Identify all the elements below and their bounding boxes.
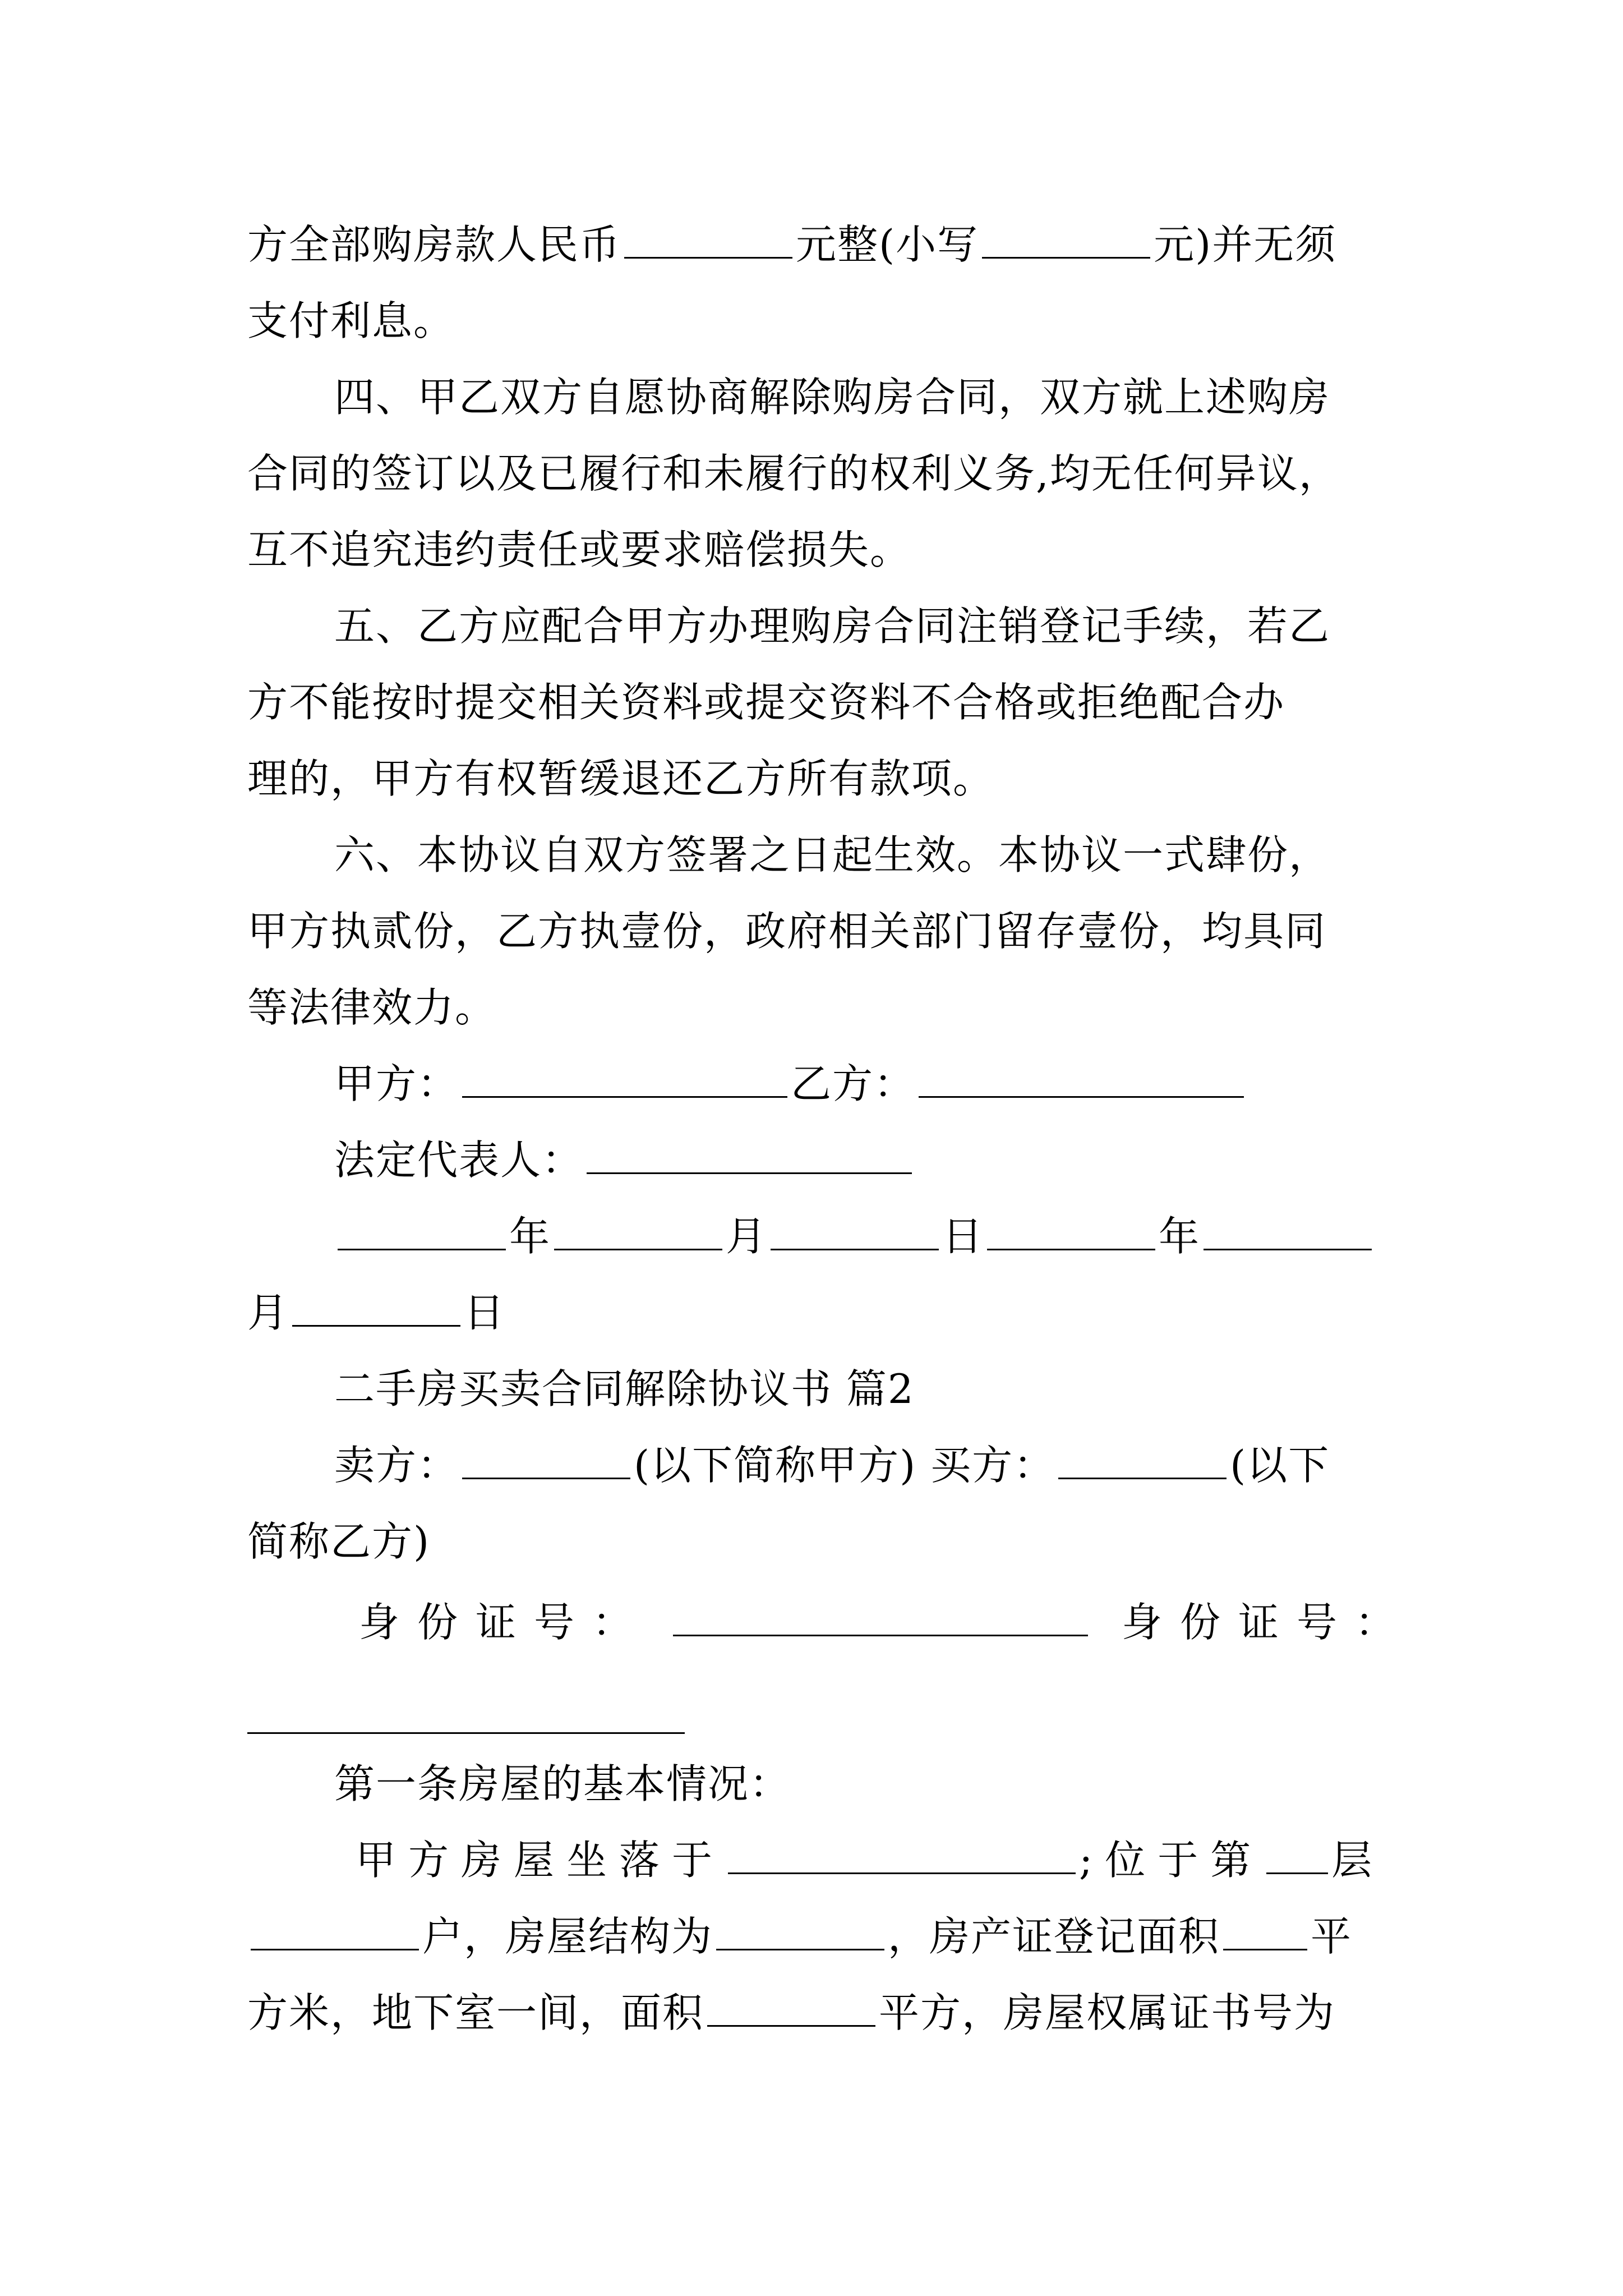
party-b-label: 乙方： [791,1060,916,1107]
paragraph-six-line-3: 等法律效力。 [247,984,497,1031]
paragraph-five-line-2: 方不能按时提交相关资料或提交资料不合格或拒绝配合办 [247,679,1285,726]
paragraph-five-line-3: 理的，甲方有权暂缓退还乙方所有款项。 [247,755,995,802]
text-line-buyer-abbrev: 简称乙方) [247,1518,431,1565]
basement-line [247,1973,1335,2052]
date-line-2 [247,1273,505,1352]
text-segment: (以下 [1230,1442,1330,1489]
text-segment: 户，房屋结构为 [422,1913,713,1960]
seller-id-blank [673,1601,1088,1636]
text-segment: (以下简称甲方) 买方： [634,1442,1055,1489]
text-segment: 方全部购房款人民币 [247,221,621,268]
text-segment: 元整(小写 [796,221,979,268]
text-line-1 [247,205,1336,284]
id-number-line [359,1583,1413,1662]
text-segment: 月 [247,1289,289,1336]
text-segment: 日 [942,1213,984,1260]
unit-blank [251,1915,419,1950]
buyer-id-label: 身份证号： [1122,1599,1414,1646]
paragraph-four-line-1: 四、甲乙双方自愿协商解除购房合同，双方就上述购房 [334,374,1331,421]
seller-blank [462,1444,630,1479]
text-segment: 平方，房屋权属证书号为 [879,1989,1336,2036]
party-a-blank [462,1062,787,1098]
blank-field [554,1215,722,1250]
property-location-line [356,1821,1384,1899]
text-segment: 平 [1311,1913,1353,1960]
text-segment: 年 [509,1213,551,1260]
blank-field [1204,1215,1372,1250]
legal-representative-blank [587,1139,912,1174]
seller-label: 卖方： [334,1442,459,1489]
seller-buyer-line [334,1426,1330,1504]
buyer-id-blank [247,1732,685,1734]
blank-field [982,223,1150,259]
paragraph-four-line-3: 互不追究违约责任或要求赔偿损失。 [247,526,912,573]
floor-blank [1266,1839,1328,1874]
text-segment: 月 [726,1213,768,1260]
blank-field [292,1291,460,1327]
text-segment: 元)并无须 [1154,221,1337,268]
legal-representative-label: 法定代表人： [334,1137,584,1184]
text-segment: 甲方房屋坐落于 [356,1837,725,1884]
paragraph-four-line-2: 合同的签订以及已履行和未履行的权利义务,均无任何异议， [247,450,1340,497]
text-segment: ;位于第 [1079,1837,1264,1884]
text-line-2: 支付利息。 [247,297,455,344]
blank-field [624,223,792,259]
property-structure-line [247,1897,1352,1976]
paragraph-six-line-1: 六、本协议自双方签署之日起生效。本协议一式肆份， [334,831,1331,878]
buyer-blank [1058,1444,1227,1479]
party-b-blank [919,1062,1244,1098]
article-one-heading: 第一条房屋的基本情况： [334,1760,791,1807]
text-segment: 日 [464,1289,506,1336]
signature-party-line [334,1045,1247,1123]
blank-field [987,1215,1155,1250]
seller-id-label: 身份证号： [359,1599,651,1646]
text-segment: 年 [1159,1213,1201,1260]
date-line-1 [334,1197,1375,1276]
paragraph-five-line-1: 五、乙方应配合甲方办理购房合同注销登记手续，若乙 [334,602,1331,650]
text-segment: 层 [1331,1837,1385,1884]
paragraph-six-line-2: 甲方执贰份，乙方执壹份，政府相关部门留存壹份，均具同 [247,908,1327,955]
blank-field [338,1215,506,1250]
text-segment: 方米，地下室一间，面积 [247,1989,704,2036]
party-a-label: 甲方： [334,1060,459,1107]
text-segment: ，房产证登记面积 [888,1913,1220,1960]
basement-area-blank [707,1991,875,2027]
legal-representative-line [334,1121,915,1199]
blank-field [771,1215,939,1250]
section-heading: 二手房买卖合同解除协议书 篇2 [334,1365,915,1412]
structure-blank [716,1915,884,1950]
location-blank [728,1839,1076,1874]
area-blank [1223,1915,1307,1950]
